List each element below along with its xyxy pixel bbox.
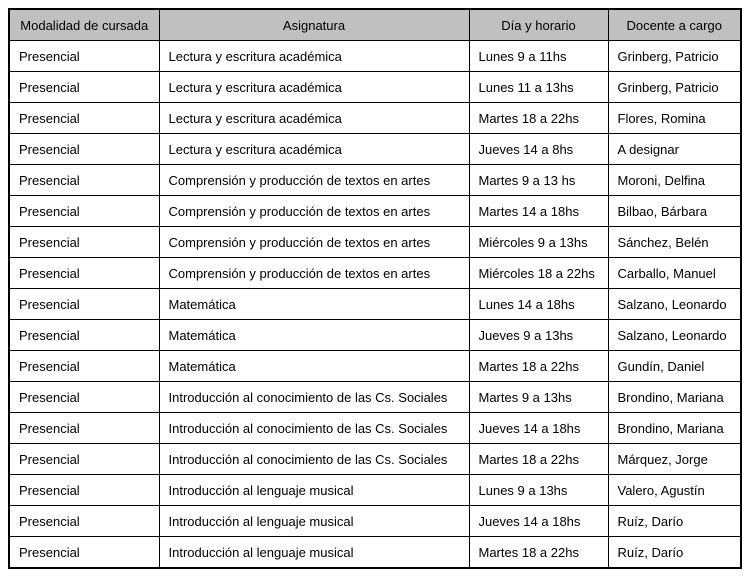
- cell-modalidad: Presencial: [9, 227, 159, 258]
- cell-asignatura: Lectura y escritura académica: [159, 134, 469, 165]
- cell-dia-horario: Martes 14 a 18hs: [469, 196, 608, 227]
- cell-docente: Bilbao, Bárbara: [608, 196, 741, 227]
- cell-dia-horario: Lunes 9 a 11hs: [469, 41, 608, 72]
- table-row: [9, 320, 741, 351]
- cell-dia-horario: Lunes 11 a 13hs: [469, 72, 608, 103]
- cell-dia-horario: Jueves 9 a 13hs: [469, 320, 608, 351]
- table-row: [9, 165, 741, 196]
- cell-dia-horario: Martes 18 a 22hs: [469, 351, 608, 382]
- cell-docente: Grinberg, Patricio: [608, 41, 741, 72]
- cell-docente: Flores, Romina: [608, 103, 741, 134]
- table-row: [9, 134, 741, 165]
- cell-asignatura: Comprensión y producción de textos en artes: [159, 196, 469, 227]
- cell-modalidad: Presencial: [9, 258, 159, 289]
- cell-asignatura: Matemática: [159, 289, 469, 320]
- cell-docente: Carballo, Manuel: [608, 258, 741, 289]
- cell-modalidad: Presencial: [9, 41, 159, 72]
- header-row: [9, 9, 741, 41]
- header-dia-horario: Día y horario: [469, 9, 608, 41]
- cell-asignatura: Introducción al conocimiento de las Cs. Sociales: [159, 444, 469, 475]
- table-row: [9, 103, 741, 134]
- cell-docente: Salzano, Leonardo: [608, 320, 741, 351]
- cell-modalidad: Presencial: [9, 475, 159, 506]
- cell-modalidad: Presencial: [9, 320, 159, 351]
- cell-asignatura: Comprensión y producción de textos en artes: [159, 227, 469, 258]
- cell-asignatura: Matemática: [159, 351, 469, 382]
- table-row: [9, 196, 741, 227]
- cell-asignatura: Introducción al lenguaje musical: [159, 506, 469, 537]
- cell-asignatura: Lectura y escritura académica: [159, 72, 469, 103]
- cell-modalidad: Presencial: [9, 413, 159, 444]
- cell-docente: Ruíz, Darío: [608, 537, 741, 569]
- cell-modalidad: Presencial: [9, 382, 159, 413]
- cell-asignatura: Lectura y escritura académica: [159, 103, 469, 134]
- table-row: [9, 475, 741, 506]
- cell-asignatura: Matemática: [159, 320, 469, 351]
- cell-modalidad: Presencial: [9, 506, 159, 537]
- cell-docente: Brondino, Mariana: [608, 382, 741, 413]
- cell-dia-horario: Jueves 14 a 8hs: [469, 134, 608, 165]
- table-row: [9, 351, 741, 382]
- cell-asignatura: Comprensión y producción de textos en artes: [159, 258, 469, 289]
- cell-modalidad: Presencial: [9, 196, 159, 227]
- table-row: [9, 72, 741, 103]
- table-row: [9, 537, 741, 569]
- cell-dia-horario: Martes 9 a 13 hs: [469, 165, 608, 196]
- table-row: [9, 413, 741, 444]
- cell-docente: Gundín, Daniel: [608, 351, 741, 382]
- cell-dia-horario: Martes 18 a 22hs: [469, 537, 608, 569]
- table-row: [9, 258, 741, 289]
- table-row: [9, 41, 741, 72]
- cell-modalidad: Presencial: [9, 72, 159, 103]
- cell-asignatura: Introducción al lenguaje musical: [159, 537, 469, 569]
- cell-docente: Márquez, Jorge: [608, 444, 741, 475]
- cell-docente: A designar: [608, 134, 741, 165]
- cell-docente: Moroni, Delfina: [608, 165, 741, 196]
- cell-modalidad: Presencial: [9, 537, 159, 569]
- cell-dia-horario: Jueves 14 a 18hs: [469, 506, 608, 537]
- cell-modalidad: Presencial: [9, 103, 159, 134]
- course-schedule-table: [8, 8, 742, 569]
- cell-docente: Salzano, Leonardo: [608, 289, 741, 320]
- table-row: [9, 506, 741, 537]
- cell-docente: Grinberg, Patricio: [608, 72, 741, 103]
- cell-docente: Ruíz, Darío: [608, 506, 741, 537]
- cell-docente: Valero, Agustín: [608, 475, 741, 506]
- cell-modalidad: Presencial: [9, 351, 159, 382]
- cell-dia-horario: Lunes 14 a 18hs: [469, 289, 608, 320]
- cell-dia-horario: Martes 9 a 13hs: [469, 382, 608, 413]
- cell-modalidad: Presencial: [9, 134, 159, 165]
- cell-docente: Sánchez, Belén: [608, 227, 741, 258]
- cell-modalidad: Presencial: [9, 289, 159, 320]
- cell-modalidad: Presencial: [9, 165, 159, 196]
- table-row: [9, 444, 741, 475]
- table-row: [9, 382, 741, 413]
- cell-dia-horario: Martes 18 a 22hs: [469, 444, 608, 475]
- table-row: [9, 289, 741, 320]
- header-modalidad: Modalidad de cursada: [9, 9, 159, 41]
- cell-dia-horario: Martes 18 a 22hs: [469, 103, 608, 134]
- header-docente: Docente a cargo: [608, 9, 741, 41]
- cell-docente: Brondino, Mariana: [608, 413, 741, 444]
- cell-modalidad: Presencial: [9, 444, 159, 475]
- cell-asignatura: Introducción al conocimiento de las Cs. Sociales: [159, 382, 469, 413]
- cell-asignatura: Introducción al lenguaje musical: [159, 475, 469, 506]
- header-asignatura: Asignatura: [159, 9, 469, 41]
- cell-dia-horario: Miércoles 9 a 13hs: [469, 227, 608, 258]
- table-row: [9, 227, 741, 258]
- cell-asignatura: Comprensión y producción de textos en artes: [159, 165, 469, 196]
- cell-dia-horario: Lunes 9 a 13hs: [469, 475, 608, 506]
- cell-dia-horario: Miércoles 18 a 22hs: [469, 258, 608, 289]
- cell-asignatura: Introducción al conocimiento de las Cs. Sociales: [159, 413, 469, 444]
- cell-dia-horario: Jueves 14 a 18hs: [469, 413, 608, 444]
- table-body: [9, 41, 741, 569]
- cell-asignatura: Lectura y escritura académica: [159, 41, 469, 72]
